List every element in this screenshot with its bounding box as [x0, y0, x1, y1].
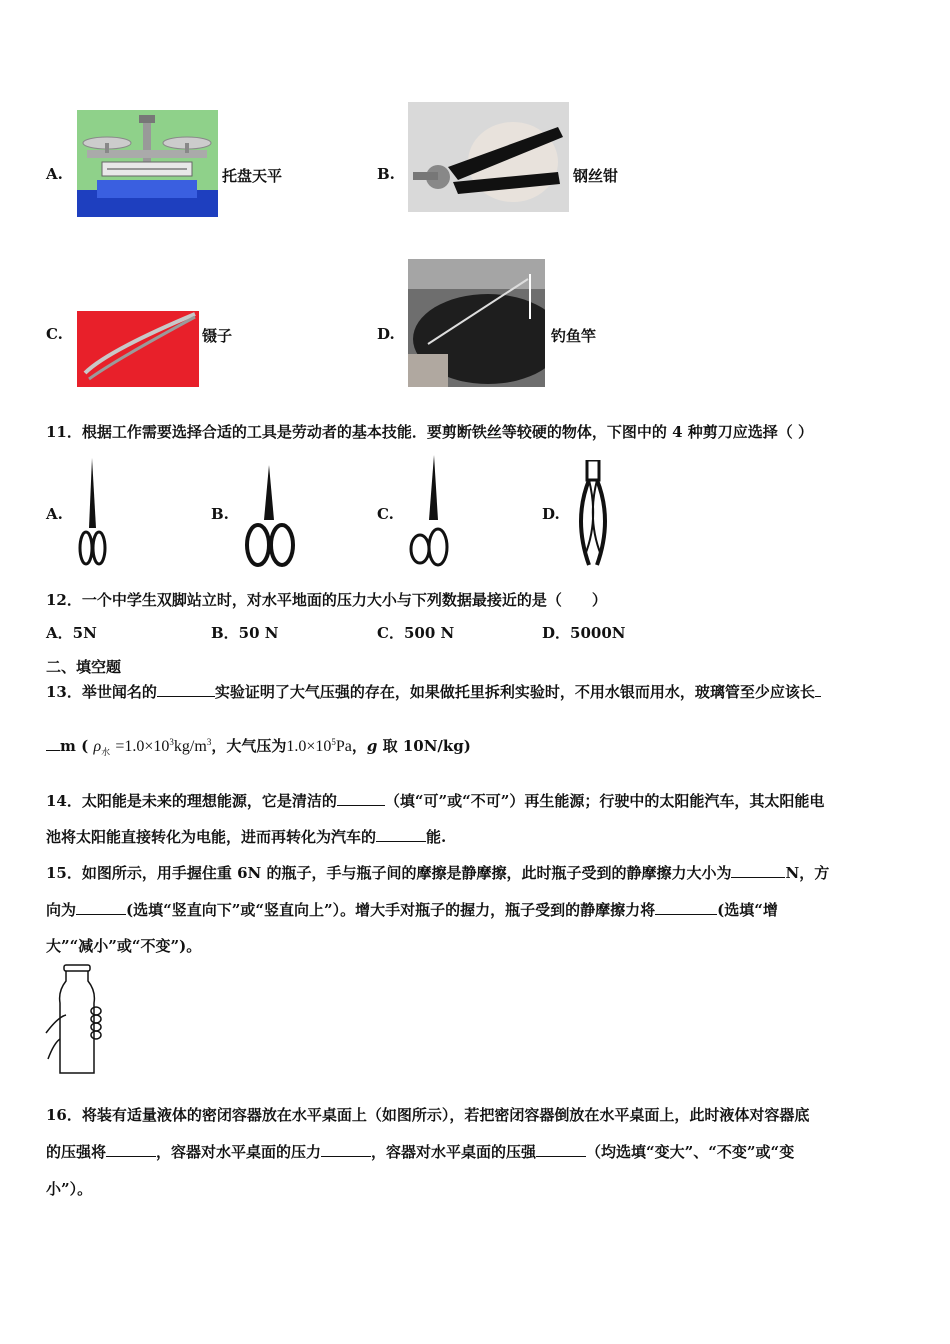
q16-line3: 小”）。	[46, 1180, 93, 1198]
q14-text-3: 池将太阳能直接转化为电能，进而再转化为汽车的	[46, 828, 377, 846]
q11-option-d: D.	[542, 505, 560, 523]
option-b-caption: 钢丝钳	[573, 167, 619, 185]
option-b-letter: B.	[377, 165, 395, 183]
q14-text-1: 14．太阳能是未来的理想能源，它是清洁的	[46, 792, 337, 810]
hand-bottle-figure	[44, 963, 110, 1081]
q16-blank-1[interactable]	[106, 1142, 156, 1157]
q14-blank-2[interactable]	[376, 827, 426, 842]
q13-line1	[46, 681, 821, 702]
q12-option-d: D．5000N	[542, 624, 626, 642]
q11-option-a: A.	[46, 505, 63, 523]
q15-text-5: (选填“增	[717, 901, 778, 919]
q13-blank-2a[interactable]	[815, 682, 821, 697]
rho-symbol: ρ	[93, 738, 102, 755]
balance-scale-image	[77, 110, 218, 217]
q11-option-c: C.	[377, 505, 394, 523]
q15-line3: 大”“减小”或“不变”)。	[46, 937, 202, 955]
scissors-c-icon	[408, 455, 450, 574]
q14-line1	[46, 790, 824, 811]
q13-blank-2b[interactable]	[46, 736, 60, 751]
q12-option-b: B．50 N	[211, 624, 279, 642]
q13-text-3: m (	[60, 737, 89, 755]
q13-blank-1[interactable]	[157, 682, 215, 697]
tweezers-image	[77, 311, 199, 387]
q12-text: 12．一个中学生双脚站立时，对水平地面的压力大小与下列数据最接近的是（ ）	[46, 591, 607, 609]
q14-text-4: 能.	[426, 828, 447, 846]
q14-text-2: （填“可”或“不可”）再生能源；行驶中的太阳能汽车，其太阳能电	[384, 792, 825, 810]
q16-text-2: ，容器对水平桌面的压力	[156, 1143, 322, 1161]
pressure-value: 1.0×10	[286, 738, 332, 755]
option-a-caption: 托盘天平	[222, 167, 283, 185]
option-d-caption: 钓鱼竿	[551, 327, 597, 345]
q16-text-3: ，容器对水平桌面的压强	[371, 1143, 537, 1161]
option-a-letter: A.	[46, 165, 63, 183]
scissors-d-icon	[575, 460, 611, 574]
q16-line1: 16．将装有适量液体的密闭容器放在水平桌面上（如图所示），若把密闭容器倒放在水平桌面上，此时液体对容器底	[46, 1106, 810, 1124]
q15-text-4: (选填“竖直向下”或“竖直向上”）。增大手对瓶子的握力，瓶子受到的静摩擦力将	[126, 901, 656, 919]
q11-text: 11．根据工作需要选择合适的工具是劳动者的基本技能．要剪断铁丝等较硬的物体，下图中的 4 种剪刀应选择（ ）	[46, 423, 813, 441]
q15-text-1: 15．如图所示，用手握住重 6N 的瓶子，手与瓶子间的摩擦是静摩擦，此时瓶子受到的静摩擦力大小为	[46, 864, 732, 882]
option-c-caption: 镊子	[202, 327, 233, 345]
q15-blank-1[interactable]	[731, 863, 785, 878]
q11-option-b: B.	[211, 505, 229, 523]
pressure-unit: Pa	[335, 738, 352, 755]
scissors-a-icon	[78, 458, 108, 574]
density-value: =1.0×10	[115, 738, 170, 755]
density-unit-exponent: 3	[206, 737, 212, 747]
q16-blank-3[interactable]	[536, 1142, 586, 1157]
q13-line2	[46, 735, 471, 758]
fishing-rod-image	[408, 259, 545, 387]
scissors-b-icon	[245, 465, 295, 574]
q12-option-a: A．5N	[46, 624, 97, 642]
density-unit: kg/m	[173, 738, 207, 755]
pliers-image	[408, 102, 569, 212]
q15-blank-2[interactable]	[76, 900, 126, 915]
rho-subscript: 水	[101, 748, 111, 758]
q15-text-2: N，方	[785, 864, 830, 882]
q15-line2	[46, 899, 778, 920]
q13-text-6: 取 10N/kg)	[377, 737, 471, 755]
option-c-letter: C.	[46, 325, 63, 343]
density-exponent: 3	[169, 737, 174, 747]
q16-blank-2[interactable]	[321, 1142, 371, 1157]
q13-text-1: 13．举世闻名的	[46, 683, 157, 701]
q16-line2	[46, 1141, 794, 1162]
section-heading: 二、填空题	[46, 658, 122, 676]
q15-blank-3[interactable]	[655, 900, 717, 915]
q16-text-1: 的压强将	[46, 1143, 107, 1161]
q13-text-2: 实验证明了大气压强的存在，如果做托里拆利实验时，不用水银而用水，玻璃管至少应该长	[214, 683, 815, 701]
q12-option-c: C．500 N	[377, 624, 455, 642]
q15-line1	[46, 862, 829, 883]
pressure-exponent: 5	[331, 737, 336, 747]
q14-line2	[46, 826, 446, 847]
q14-blank-1[interactable]	[337, 791, 385, 806]
g-symbol: g	[366, 737, 378, 755]
q16-text-4: （均选填“变大”、“不变”或“变	[586, 1143, 795, 1161]
q15-text-3: 向为	[46, 901, 77, 919]
q13-text-4: ，大气压为	[211, 737, 287, 755]
option-d-letter: D.	[377, 325, 395, 343]
q13-text-5: ，	[351, 737, 367, 755]
